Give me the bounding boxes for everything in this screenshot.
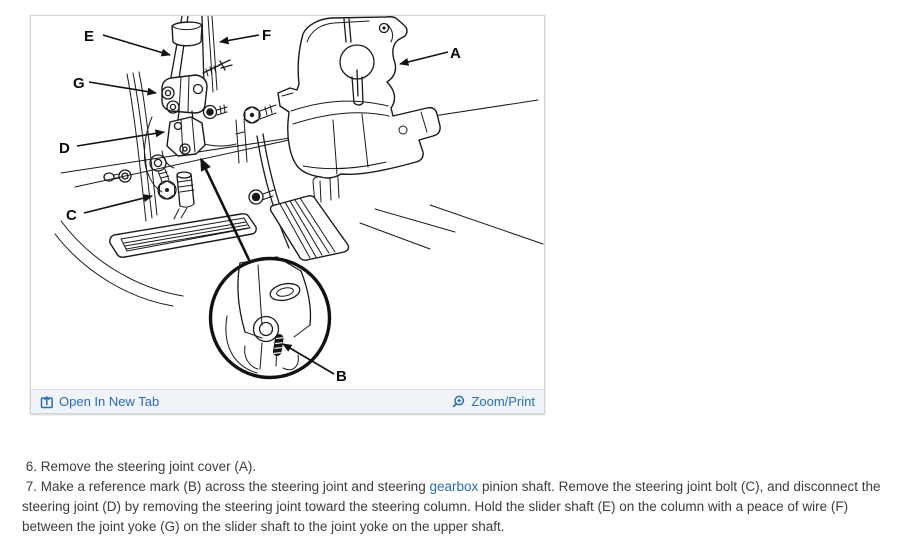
step-7-text-before: 7. Make a reference mark (B) across the steering joint and steering [22,479,430,494]
detail-callout [211,257,330,378]
figure-label-f: F [262,27,272,44]
step-6-text: 6. Remove the steering joint cover (A). [22,459,257,474]
accelerator-pedal [271,196,349,260]
magnifier-plus-icon [452,395,466,409]
open-in-new-tab-icon [40,395,54,409]
figure-panel [30,15,545,414]
figure-label-e: E [84,28,95,45]
instruction-steps [22,457,892,537]
figure-label-d: D [59,140,70,157]
step-6 [22,457,892,477]
figure-toolbar [31,389,544,413]
zoom-print-link[interactable] [452,395,535,409]
brake-pedal [110,208,256,257]
steering-joint-cover [278,17,440,178]
zoom-print-label: Zoom/Print [471,394,535,409]
open-in-new-tab-label: Open In New Tab [59,394,160,409]
figure-label-a: A [450,45,461,62]
figure-label-c: C [66,207,77,224]
joint-yoke [162,75,207,120]
steering-joint-diagram [31,16,544,389]
step-7 [22,477,892,537]
figure-label-b: B [336,368,347,385]
figure-label-g: G [73,75,85,92]
open-in-new-tab-link[interactable] [40,395,159,409]
gearbox-link[interactable]: gearbox [429,479,479,494]
callout-pointer-arrow [201,159,250,262]
step-7-text-after: pinion shaft. Remove the steering joint bolt (C), and disconnect the steering joint (D) by removing the steering joint toward the steering column. Hold the slider shaft (E) on the column with a peace of wire (F) between the joint yoke (G) on the slider shaft to the joint yoke on the upper shaft. [22,479,885,534]
